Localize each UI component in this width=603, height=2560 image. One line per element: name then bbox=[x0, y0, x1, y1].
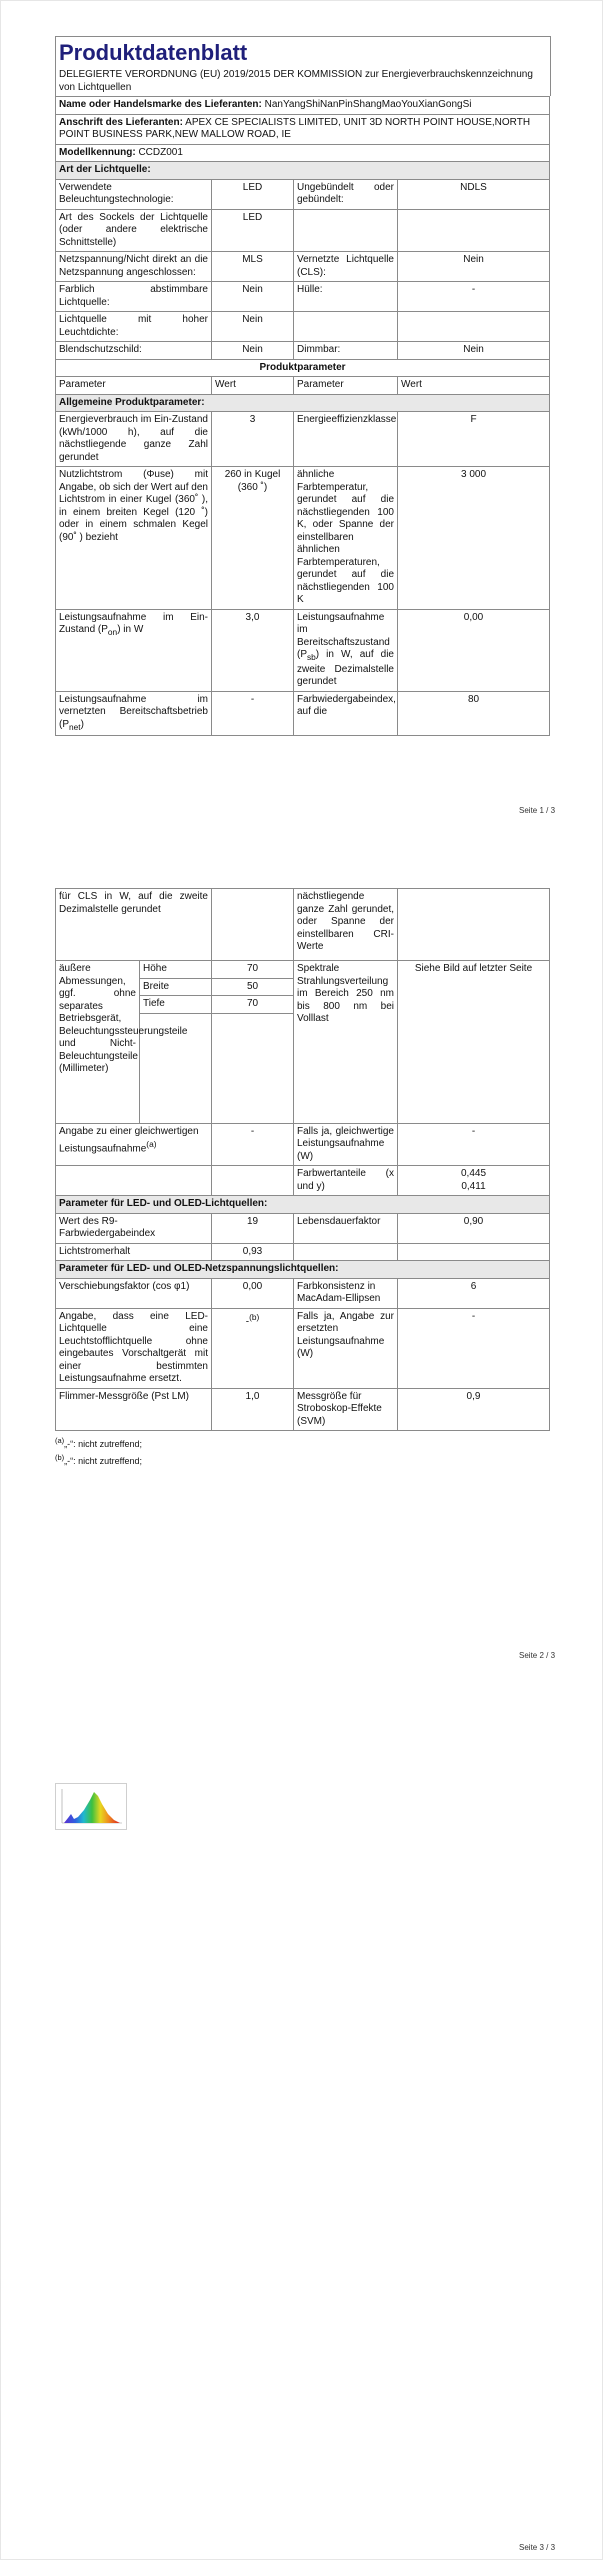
dimensions-row bbox=[56, 961, 550, 979]
table-row bbox=[56, 342, 550, 360]
supplier-address-row bbox=[56, 114, 550, 144]
row-label: Verschiebungsfaktor (cos φ1) bbox=[56, 1278, 212, 1308]
table-row bbox=[56, 179, 550, 209]
row-label: Wert des R9-Farbwiedergabeindex bbox=[56, 1213, 212, 1243]
empty-cell bbox=[212, 1166, 294, 1196]
page-title: Produktdatenblatt bbox=[59, 40, 248, 65]
row-value: 80 bbox=[398, 691, 550, 736]
row-label: Falls ja, Angabe zur ersetzten Leistungsaufnahme (W) bbox=[294, 1308, 398, 1388]
product-params-header bbox=[56, 359, 550, 377]
row-label: Blendschutzschild: bbox=[56, 342, 212, 360]
row-label: Farbkonsistenz in MacAdam-Ellipsen bbox=[294, 1278, 398, 1308]
row-label: Lichtstromerhalt bbox=[56, 1243, 212, 1261]
row-value: F bbox=[398, 412, 550, 467]
row-value: 0,9 bbox=[398, 1388, 550, 1431]
row-value bbox=[398, 209, 550, 252]
row-label: nächstliegende ganze Zahl gerundet, oder Spanne der einstellbaren CRI-Werte bbox=[294, 889, 398, 961]
column-header-row bbox=[56, 377, 550, 395]
footnote-ref: (a) bbox=[146, 1139, 157, 1149]
label-text: Angabe zu einer gleichwertigen Leistungsaufnahme bbox=[59, 1125, 199, 1155]
table-row bbox=[56, 1213, 550, 1243]
light-source-type-header bbox=[56, 162, 550, 180]
empty-cell bbox=[398, 1243, 550, 1261]
row-label: Verwendete Beleuchtungstechnologie: bbox=[56, 179, 212, 209]
row-label: Netzspannung/Nicht direkt an die Netzspannung angeschlossen: bbox=[56, 252, 212, 282]
row-label: Ungebündelt oder gebündelt: bbox=[294, 179, 398, 209]
table-row bbox=[56, 252, 550, 282]
footnote-mark: (a) bbox=[55, 1436, 65, 1445]
model-label: Modellkennung: bbox=[59, 146, 136, 158]
row-value bbox=[398, 1166, 550, 1196]
row-value bbox=[398, 889, 550, 961]
row-value: Nein bbox=[398, 342, 550, 360]
row-value: LED bbox=[212, 209, 294, 252]
dimension-label: Höhe bbox=[140, 961, 212, 979]
page-number: Seite 1 / 3 bbox=[519, 806, 556, 815]
page-1 bbox=[55, 36, 549, 736]
page-2 bbox=[55, 888, 549, 1468]
label-text: Leistungsaufnahme im Ein-Zustand (P bbox=[59, 611, 208, 635]
row-value: 0,00 bbox=[212, 1278, 294, 1308]
row-label: äußere Abmessungen, ggf. ohne separates Betriebsgerät, Beleuchtungssteuerungsteile und Nicht-Beleuchtungsteile (Millimeter) bbox=[56, 961, 140, 1124]
table-row bbox=[56, 1308, 550, 1388]
row-value bbox=[212, 1308, 294, 1388]
row-label bbox=[56, 691, 212, 736]
row-label: Farbwiedergabeindex, auf die bbox=[294, 691, 398, 736]
row-label: für CLS in W, auf die zweite Dezimalstelle gerundet bbox=[56, 889, 212, 961]
row-value: NDLS bbox=[398, 179, 550, 209]
row-label: Falls ja, gleichwertige Leistungsaufnahme (W) bbox=[294, 1123, 398, 1166]
page-number: Seite 3 / 3 bbox=[519, 2543, 556, 2552]
table-row bbox=[56, 609, 550, 691]
supplier-address-value: APEX CE SPECIALISTS LIMITED, UNIT 3D NORTH POINT HOUSE,NORTH POINT BUSINESS PARK,NEW MALLOW ROAD, IE bbox=[59, 116, 531, 140]
section-header: Allgemeine Produktparameter: bbox=[56, 394, 550, 412]
dimension-value: 50 bbox=[212, 978, 294, 996]
row-label: Spektrale Strahlungsverteilung im Bereich 250 nm bis 800 nm bei Volllast bbox=[294, 961, 398, 1124]
footnote-ref: (b) bbox=[249, 1311, 260, 1322]
row-value: 19 bbox=[212, 1213, 294, 1243]
empty-cell bbox=[294, 1243, 398, 1261]
row-label: Energieverbrauch im Ein-Zustand (kWh/1000 h), auf die nächstliegende ganze Zahl gerundet bbox=[56, 412, 212, 467]
table-row bbox=[56, 691, 550, 736]
footnote-b bbox=[55, 1451, 549, 1468]
column-header: Wert bbox=[212, 377, 294, 395]
row-label: Angabe, dass eine LED-Lichtquelle eine Leuchtstofflichtquelle ohne eingebautes Vorschaltgerät mit einer bestimmten Leistungsaufnahme ersetzt. bbox=[56, 1308, 212, 1388]
row-label: Flimmer-Messgröße (Pst LM) bbox=[56, 1388, 212, 1431]
row-label: ähnliche Farbtemperatur, gerundet auf die nächstliegenden 100 K, oder Spanne der einstellbaren ähnlichen Farbtemperaturen, gerundet auf die nächstliegenden 100 K bbox=[294, 467, 398, 610]
row-label: Art des Sockels der Lichtquelle (oder andere elektrische Schnittstelle) bbox=[56, 209, 212, 252]
subscript: on bbox=[107, 627, 118, 637]
dimension-value: 70 bbox=[212, 961, 294, 979]
table-row bbox=[56, 1123, 550, 1166]
row-label bbox=[294, 312, 398, 342]
model-row bbox=[56, 144, 550, 162]
subscript: sb bbox=[307, 652, 316, 662]
spectrum-graphic bbox=[56, 1784, 126, 1829]
mains-params-header bbox=[56, 1261, 550, 1279]
table-row bbox=[56, 282, 550, 312]
row-value: 3 bbox=[212, 412, 294, 467]
datasheet-table-2 bbox=[55, 888, 550, 1431]
row-value: 1,0 bbox=[212, 1388, 294, 1431]
section-header: Art der Lichtquelle: bbox=[56, 162, 550, 180]
row-value: 0,00 bbox=[398, 609, 550, 691]
datasheet-table-1 bbox=[55, 96, 550, 736]
row-label bbox=[294, 609, 398, 691]
label-text: ) in W, auf die zweite Dezimalstelle gerundet bbox=[297, 649, 394, 687]
title-box bbox=[55, 36, 551, 96]
column-header: Parameter bbox=[56, 377, 212, 395]
footnote-text: „-“: nicht zutreffend; bbox=[64, 1439, 143, 1449]
section-header: Parameter für LED- und OLED-Lichtquellen: bbox=[56, 1196, 550, 1214]
row-value: - bbox=[212, 691, 294, 736]
row-value: Nein bbox=[398, 252, 550, 282]
supplier-name-label: Name oder Handelsmarke des Lieferanten: bbox=[59, 99, 262, 110]
row-value: MLS bbox=[212, 252, 294, 282]
label-text: ) in W bbox=[117, 624, 144, 635]
row-label: Farbwertanteile (x und y) bbox=[294, 1166, 398, 1196]
row-value: 3,0 bbox=[212, 609, 294, 691]
column-header: Parameter bbox=[294, 377, 398, 395]
table-row bbox=[56, 312, 550, 342]
row-value: 0,90 bbox=[398, 1213, 550, 1243]
row-value: 0,93 bbox=[212, 1243, 294, 1261]
row-value: LED bbox=[212, 179, 294, 209]
section-header: Parameter für LED- und OLED-Netzspannungslichtquellen: bbox=[56, 1261, 550, 1279]
row-label: Nutzlichtstrom (Φuse) mit Angabe, ob sich der Wert auf den Lichtstrom in einer Kugel (360˚ ), in einem breiten Kegel (120 ˚) oder in einem schmalen Kegel (90˚ ) bezieht bbox=[56, 467, 212, 610]
table-row bbox=[56, 209, 550, 252]
page-number: Seite 2 / 3 bbox=[519, 1651, 556, 1660]
table-row bbox=[56, 1243, 550, 1261]
row-label bbox=[294, 209, 398, 252]
row-label: Messgröße für Stroboskop-Effekte (SVM) bbox=[294, 1388, 398, 1431]
row-value: - bbox=[398, 282, 550, 312]
row-value: Nein bbox=[212, 282, 294, 312]
row-label: Hülle: bbox=[294, 282, 398, 312]
row-value: - bbox=[398, 1123, 550, 1166]
row-value: 6 bbox=[398, 1278, 550, 1308]
chroma-y: 0,411 bbox=[461, 1180, 486, 1192]
dimension-value: 70 bbox=[212, 996, 294, 1014]
row-value: - bbox=[398, 1308, 550, 1388]
dimension-label: Tiefe bbox=[140, 996, 212, 1014]
table-row bbox=[56, 467, 550, 610]
row-value: - bbox=[212, 1123, 294, 1166]
supplier-address-label: Anschrift des Lieferanten: bbox=[59, 116, 183, 128]
model-value: CCDZ001 bbox=[138, 146, 183, 158]
row-label: Energieeffizienzklasse bbox=[294, 412, 398, 467]
label-text: Leistungsaufnahme im vernetzten Bereitschaftsbetrieb (P bbox=[59, 693, 208, 730]
supplier-name-value: NanYangShiNanPinShangMaoYouXianGongSi bbox=[264, 99, 472, 110]
subscript: net bbox=[69, 721, 81, 732]
row-value: 3 000 bbox=[398, 467, 550, 610]
row-label: Lebensdauerfaktor bbox=[294, 1213, 398, 1243]
table-row bbox=[56, 889, 550, 961]
dimension-label: Breite bbox=[140, 978, 212, 996]
chroma-x: 0,445 bbox=[460, 1168, 487, 1179]
table-row bbox=[56, 1388, 550, 1431]
footnote-a bbox=[55, 1434, 549, 1451]
empty-cell bbox=[56, 1166, 212, 1196]
row-value: Siehe Bild auf letzter Seite bbox=[398, 961, 550, 1124]
row-value bbox=[212, 889, 294, 961]
row-label: Dimmbar: bbox=[294, 342, 398, 360]
section-header: Produktparameter bbox=[56, 359, 550, 377]
row-label: Lichtquelle mit hoher Leuchtdichte: bbox=[56, 312, 212, 342]
table-row bbox=[56, 1166, 550, 1196]
regulation-text: DELEGIERTE VERORDNUNG (EU) 2019/2015 DER KOMMISSION zur Energieverbrauchskennzeichnung von Lichtquellen bbox=[59, 69, 533, 93]
row-label: Vernetzte Lichtquelle (CLS): bbox=[294, 252, 398, 282]
table-row bbox=[56, 1278, 550, 1308]
empty-cell bbox=[212, 1013, 294, 1123]
footnote-text: „-“: nicht zutreffend; bbox=[64, 1456, 143, 1466]
row-value: 260 in Kugel (360 ˚) bbox=[212, 467, 294, 610]
row-value: Nein bbox=[212, 312, 294, 342]
label-text: Leistungsaufnahme im Bereitschaftszustand (P bbox=[297, 611, 390, 660]
row-label: Farblich abstimmbare Lichtquelle: bbox=[56, 282, 212, 312]
column-header: Wert bbox=[398, 377, 550, 395]
footnote-mark: (b) bbox=[55, 1453, 65, 1462]
row-value bbox=[398, 312, 550, 342]
label-text: ) bbox=[80, 718, 84, 730]
value-text: - bbox=[245, 1315, 250, 1327]
supplier-name-row bbox=[56, 97, 550, 115]
table-row bbox=[56, 412, 550, 467]
row-label bbox=[56, 1123, 212, 1166]
spectral-distribution-image bbox=[55, 1783, 127, 1830]
general-params-header bbox=[56, 394, 550, 412]
led-params-header bbox=[56, 1196, 550, 1214]
row-label bbox=[56, 609, 212, 691]
row-value: Nein bbox=[212, 342, 294, 360]
